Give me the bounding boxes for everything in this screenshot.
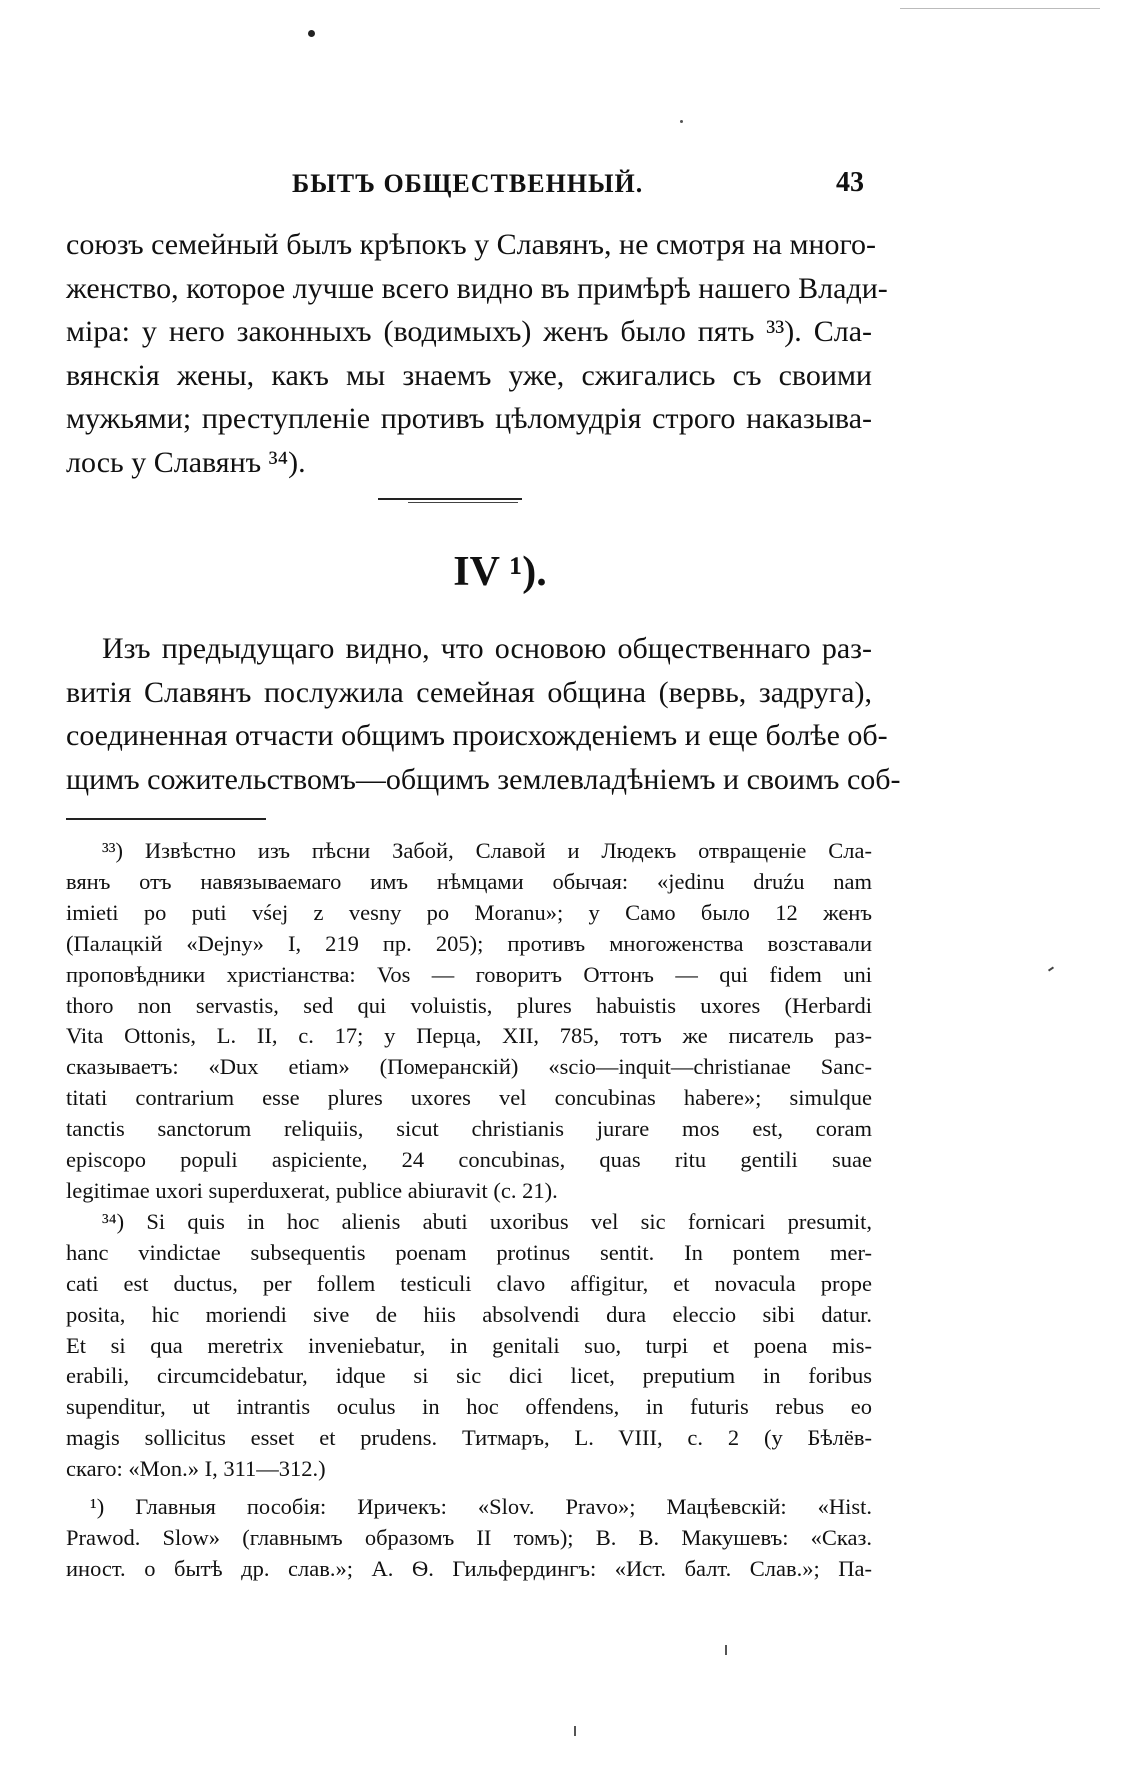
text-line: щимъ сожительствомъ—общимъ землевладѣніемъ и своимъ соб- (66, 762, 901, 796)
text-line: мужьями; преступленіе противъ цѣломудрія строго наказыва- (66, 402, 872, 435)
footnote-line: supenditur, ut intrantis oculus in hoc offendens, in futuris rebus eo (66, 1394, 872, 1420)
footnote-line: Prawod. Slow» (главнымъ образомъ II томъ); В. В. Макушевъ: «Сказ. (66, 1524, 872, 1550)
footnote-line: episcopo populi aspiciente, 24 concubinas, quas ritu gentili suae (66, 1147, 872, 1173)
footnote-1 (66, 1492, 872, 1585)
footnote-line: скаго: «Mon.» I, 311—312.) (66, 1456, 326, 1482)
scan-speck (680, 120, 683, 123)
running-head: БЫТЪ ОБЩЕСТВЕННЫЙ. (292, 169, 644, 198)
scan-speck (1048, 966, 1054, 971)
text-line: соединенная отчасти общимъ происхожденіемъ и еще болѣе об- (66, 719, 888, 752)
text-line: витія Славянъ послужила семейная община (вервь, задруга), (66, 675, 872, 709)
page-header (66, 163, 872, 203)
footnote-line: thoro non servastis, sed qui voluistis, plures habuistis uxores (Herbardi (66, 992, 872, 1018)
section-divider (378, 498, 522, 500)
paragraph-section-iv (66, 627, 901, 801)
footnote-line: Vita Ottonis, L. II, c. 17; у Перца, XII, 785, тотъ же писатель раз- (66, 1023, 872, 1049)
footnote-divider (66, 818, 266, 820)
scan-edge (900, 8, 1100, 9)
footnote-line: tanctis sanctorum reliquiis, sicut christianis jurare mos est, coram (66, 1116, 872, 1142)
footnote-33 (66, 836, 872, 1207)
footnote-line: сказываетъ: «Dux etiam» (Померанскій) «scio—inquit—christianae Sanc- (66, 1054, 872, 1080)
footnote-line: вянъ отъ навязываемаго имъ нѣмцами обычая: «jedinu druźu nam (66, 868, 872, 894)
text-line: міра: у него законныхъ (водимыхъ) женъ было пять ³³). Сла- (66, 315, 872, 348)
footnote-line: ¹) Главныя пособія: Иричекъ: «Slov. Pravo»; Мацѣевскій: «Hist. (90, 1494, 872, 1520)
footnote-line: imieti po puti vśej z vesny po Moranu»; у Само было 12 женъ (66, 899, 872, 925)
footnote-line: иност. о бытѣ др. слав.»; А. Ѳ. Гильфердингъ: «Ист. балт. Слав.»; Па- (66, 1555, 872, 1581)
scan-speck (725, 1645, 727, 1655)
footnote-line: magis sollicitus esset et prudens. Титмаръ, L. VIII, c. 2 (у Бѣлёв- (66, 1425, 872, 1451)
scan-speck (574, 1726, 576, 1736)
section-heading: IV ¹). (453, 549, 547, 595)
paragraph-continuation (66, 223, 888, 484)
footnote-line: posita, hic moriendi sive de hiis absolvendi dura eleccio sibi datur. (66, 1301, 872, 1327)
footnotes (66, 836, 872, 1585)
footnote-34 (66, 1207, 872, 1485)
section-divider-thin (408, 502, 518, 503)
footnote-line: erabili, circumcidebatur, idque si sic dici licet, preputium in foribus (66, 1363, 872, 1389)
footnote-line: hanc vindictae subsequentis poenam protinus sentit. In pontem mer- (66, 1239, 872, 1265)
page-number: 43 (836, 167, 864, 198)
footnote-line: ³³) Извѣстно изъ пѣсни Забой, Славой и Людекъ отвращеніе Сла- (102, 838, 872, 863)
text-line: Изъ предыдущаго видно, что основою общественнаго раз- (102, 632, 872, 665)
footnote-line: legitimae uxori superduxerat, publice abiuravit (c. 21). (66, 1177, 558, 1203)
footnote-line: titati contrarium esse plures uxores vel concubinas habere»; simulque (66, 1085, 872, 1111)
footnote-line: Et si qua meretrix inveniebatur, in genitali suo, turpi et poena mis- (66, 1332, 872, 1358)
text-line: вянскія жены, какъ мы знаемъ уже, сжигались съ своими (66, 358, 872, 392)
text-line: женство, которое лучше всего видно въ примѣрѣ нашего Влади- (66, 271, 888, 305)
scan-speck (308, 30, 315, 37)
footnote-line: проповѣдники христіанства: Vos — говоритъ Оттонъ — qui fidem uni (66, 961, 872, 987)
footnote-line: (Палацкій «Dejny» I, 219 пр. 205); противъ многоженства возставали (66, 930, 872, 956)
footnote-line: cati est ductus, per follem testiculi clavo affigitur, et novacula prope (66, 1270, 872, 1296)
footnote-line: ³⁴) Si quis in hoc alienis abuti uxoribus vel sic fornicari presumit, (102, 1208, 872, 1234)
text-line: лось у Славянъ ³⁴). (66, 445, 306, 479)
text-line: союзъ семейный былъ крѣпокъ у Славянъ, не смотря на много- (66, 228, 877, 261)
